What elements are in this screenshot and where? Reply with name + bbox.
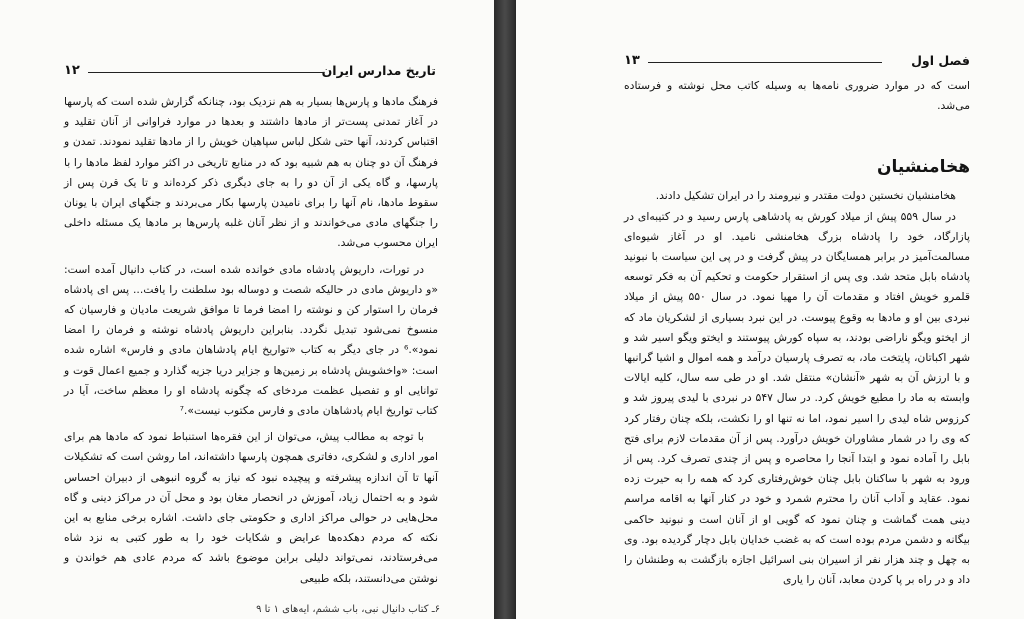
paragraph: در سال ۵۵۹ پیش از میلاد کورش به پادشاهی پارس رسید و در کتیبه‌ای در پازارگاد، خود را پادشاه بزرگ هخامنشی نامید. او در آغاز شیوه‌ای مسالمت‌آمیز در برابر همسایگان در پیش گرفت و در پی این سیاست با نبونید پادشاه بابل متحد شد. وی پس از استقرار حکومت و تحکیم آن به فکر توسعه قلمرو خویش افتاد و مقدمات آن را مهیا نمود. در سال ۵۵۰ پیش از میلاد نبردی بین او و مادها به وقوع پیوست. در این نبرد بسیاری از لشکریان ماد که از ایختو ویگو ناراضی بودند، به سپاه کورش پیوستند و ایختو ویگو اسیر شد و شهر اکباتان، پایتخت ماد، به تصرف پارسیان درآمد و همه اموال و اشیا گرانبها و با ارزش آن به شهر «آنشان» منتقل شد. او در طی سه سال، کلیه ایالات وابسته به ماد را مطیع خویش کرد. در سال ۵۴۷ در نبردی با لیدی پیروز شد و کرزوس شاه لیدی را اسیر نمود، اما نه تنها او را نکشت، بلکه چنان رفتار کرد که وی را در شمار مشاوران خویش درآورد. پس از آن مقدمات لازم برای فتح بابل را آماده نمود و ابتدا آنجا را محاصره و پس از چندی تصرف کرد. پس از ورود به شهر با ساکنان بابل چنان خوش‌رفتاری کرد که همه را به حیرت زده نمود. عقاید و آداب آنان را محترم شمرد و خود در کنار آنها به اقامه مراسم دینی همت گماشت و چنان نمود که گویی او از آنان است و نبونید حاکمی بیگانه و دشمن مردم بوده است که به غضب خدایان بابل دچار گردیده بود. وی به چهل و چند هزار نفر از اسیران بنی اسرائیل اجازه بازگشت به وطنشان را داد و در راه بر پا کردن معابد، آنان را یاری [624,209,970,587]
page-number: ۱۳ [624,53,640,68]
footnote: ۶ـ کتاب دانیال نبی، باب ششم، آیه‌های ۱ تا ۹ [256,604,440,615]
page-gutter [494,0,516,619]
page-body [64,92,438,589]
running-title: فصل اول [911,53,970,68]
paragraph: با توجه به مطالب پیش، می‌توان از این فقره‌ها استنباط نمود که مادها هم برای امور اداری و لشکری، دفاتری همچون پارسها داشته‌اند، اما روشن است که تشکیلات آنها تا آن اندازه پیشرفته و پیچیده نبود که نیاز به گروه انبوهی از دبیران احساس شود و به احتمال زیاد، آموزش در انحصار مغان بود و محل آن در مراکز دینی و گاه محل‌هایی در حوالی مراکز اداری و حکومتی جای داشت. اشاره برخی منابع به این نکته که مردم دهکده‌ها عرایض و شکایات خود را به طور کتبی به نزد شاه می‌فرستادند، نمی‌تواند دلیلی براین موضوع باشد که مردم عادی هم خواندن و نوشتن می‌دانستند، بلکه طبیعی [64,430,438,585]
paragraph: فرهنگ مادها و پارس‌ها بسیار به هم نزدیک بود، چنانکه گزارش شده است که پارسها در آغاز تمدنی پست‌تر از مادها داشتند و بعدها در موارد فراوانی از آنان تقلید و اقتباس کردند، آنها حتی شکل لباس سپاهیان خویش را از مادها تقلید نمودند. تمدن و فرهنگ آن دو چنان به هم شبیه بود که در منابع تاریخی در اکثر موارد لفظ مادها را با پارسها، و گاه یکی از آن دو را به جای دیگری ذکر کرده‌اند و تا یک قرن پس از سقوط مادها، نام آنها را برای نامیدن پارسها بکار می‌بردند و جنگهای ایران با یونان را جنگهای مادی می‌خواندند و از نظر آنان غلبه پارس‌ها بر مادها یک مسئله داخلی ایران محسوب می‌شد. [64,95,438,250]
paragraph: هخامنشیان نخستین دولت مقتدر و نیرومند را در ایران تشکیل دادند. [655,189,956,203]
paragraph-quote: در تورات، داریوش پادشاه مادی خوانده شده است، در کتاب دانیال آمده است: «و داریوش مادی در حالیکه شصت و دوساله بود سلطنت را یافت... پس ای پادشاه فرمان را استوار کن و نوشته را امضا فرما تا موافق شریعت مادیان و فارسیان که منسوخ نمی‌شود تبدیل نگردد. بنابراین داریوش پادشاه نوشته و فرمان را امضا نمود».⁶ در جای دیگر به کتاب «تواریخ ایام پادشاهان مادی و فارس» اشاره شده است: «واخشویش پادشاه بر زمین‌ها و جزایر دریا جزیه گذارد و جمیع اعمال قوت و توانایی او و تفصیل عظمت مردخای که چگونه پادشاه او را معظم ساخت، آیا در کتاب تواریخ ایام پادشاهان مادی و فارس مکتوب نیست».⁷ [64,262,438,418]
paragraph-intro: است که در موارد ضروری نامه‌ها به وسیله کاتب محل نوشته و فرستاده می‌شد. [624,79,970,113]
page-body [624,76,970,590]
page-header [64,63,436,81]
book-page-right [516,0,1024,619]
page-header [624,53,970,71]
book-page-left [0,0,494,619]
header-rule [648,62,882,63]
page-number: ۱۲ [64,63,80,78]
header-rule [88,72,324,73]
running-title: تاریخ مدارس ایران [321,63,436,78]
section-heading: هخامنشیان [876,157,970,178]
